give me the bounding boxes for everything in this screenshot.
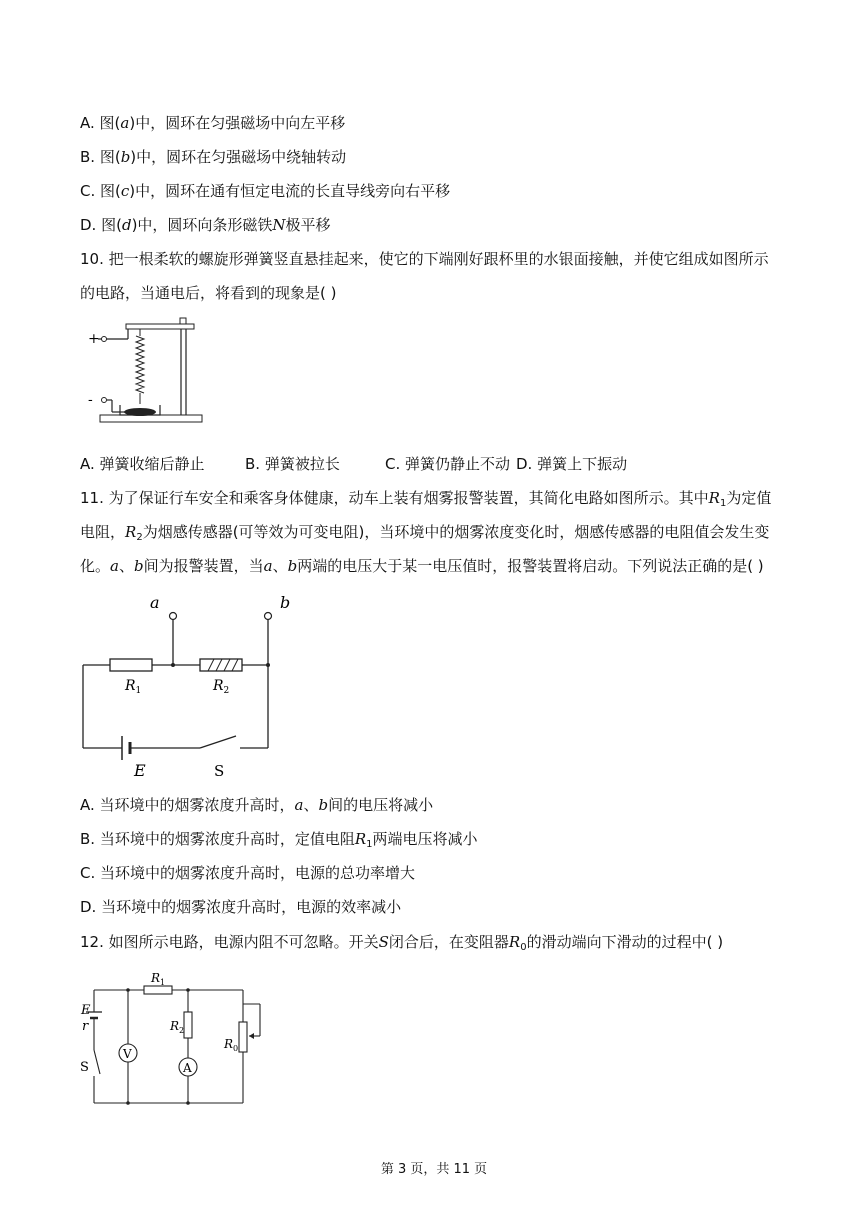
- q10-plus-label: +: [88, 331, 100, 347]
- q11-emf-label: E: [134, 761, 146, 780]
- q12-stem: 12. 如图所示电路，电源内阻不可忽略。开关S闭合后，在变阻器$R_0$的滑动端向下滑动的过程中( ): [80, 933, 724, 953]
- page-footer: 第 3 页，共 11 页: [380, 1162, 488, 1177]
- q11-terminal-b-label: b: [280, 593, 291, 612]
- q10-minus-label: -: [88, 392, 93, 408]
- q11-stem-line2: 电阻，$R_2$为烟感传感器(可等效为可变电阻)，当环境中的烟雾浓度变化时，烟感传感器的电阻值会发生变: [80, 523, 770, 543]
- q10-stem-line1: 10. 把一根柔软的螺旋形弹簧竖直悬挂起来，使它的下端刚好跟杯里的水银面接触，并使它组成如图所示: [80, 250, 769, 268]
- q12-circuit-figure: [78, 968, 278, 1113]
- q12-r1-label: $R_1$: [151, 971, 166, 987]
- q10-option-b: B. 弹簧被拉长: [245, 455, 340, 473]
- q12-emf-label: E: [81, 1003, 91, 1018]
- q12-voltmeter-label: V: [123, 1047, 132, 1061]
- q9-option-a: A. 图(a)中，圆环在匀强磁场中向左平移: [80, 114, 346, 132]
- q11-option-b: B. 当环境中的烟雾浓度升高时，定值电阻$R_1$两端电压将减小: [80, 830, 478, 850]
- q11-terminal-a-label: a: [150, 593, 160, 612]
- q9-option-b: B. 图(b)中，圆环在匀强磁场中绕轴转动: [80, 148, 347, 166]
- q12-internal-resistance-label: r: [82, 1019, 89, 1034]
- q10-option-a: A. 弹簧收缩后静止: [80, 455, 205, 473]
- q11-stem-line1: 11. 为了保证行车安全和乘客身体健康，动车上装有烟雾报警装置，其简化电路如图所示。其中$R_1$为定值: [80, 489, 772, 509]
- q9-option-c: C. 图(c)中，圆环在通有恒定电流的长直导线旁向右平移: [80, 182, 451, 200]
- q12-r0-label: $R_0$: [224, 1037, 239, 1053]
- q11-stem-line3: 化。a、b间为报警装置，当a、b两端的电压大于某一电压值时，报警装置将启动。下列说法正确的是( ): [80, 557, 764, 575]
- q11-r1-label: $R_1$: [125, 678, 142, 696]
- q12-switch-label: S: [80, 1060, 89, 1075]
- q11-option-a: A. 当环境中的烟雾浓度升高时，a、b间的电压将减小: [80, 796, 434, 814]
- q10-option-c: C. 弹簧仍静止不动: [385, 455, 511, 473]
- q12-ammeter-label: A: [183, 1061, 192, 1075]
- q11-option-d: D. 当环境中的烟雾浓度升高时，电源的效率减小: [80, 898, 402, 916]
- q9-option-d: D. 图(d)中，圆环向条形磁铁N极平移: [80, 216, 331, 234]
- q10-option-d: D. 弹簧上下振动: [516, 455, 628, 473]
- q11-option-c: C. 当环境中的烟雾浓度升高时，电源的总功率增大: [80, 864, 416, 882]
- q10-spring-figure: [80, 312, 210, 432]
- q10-stem-line2: 的电路，当通电后，将看到的现象是( ): [80, 284, 337, 302]
- q11-r2-label: $R_2$: [213, 678, 230, 696]
- q12-r2-label: $R_2$: [170, 1019, 185, 1035]
- q11-circuit-figure: [80, 588, 290, 783]
- q11-switch-label: S: [214, 762, 225, 780]
